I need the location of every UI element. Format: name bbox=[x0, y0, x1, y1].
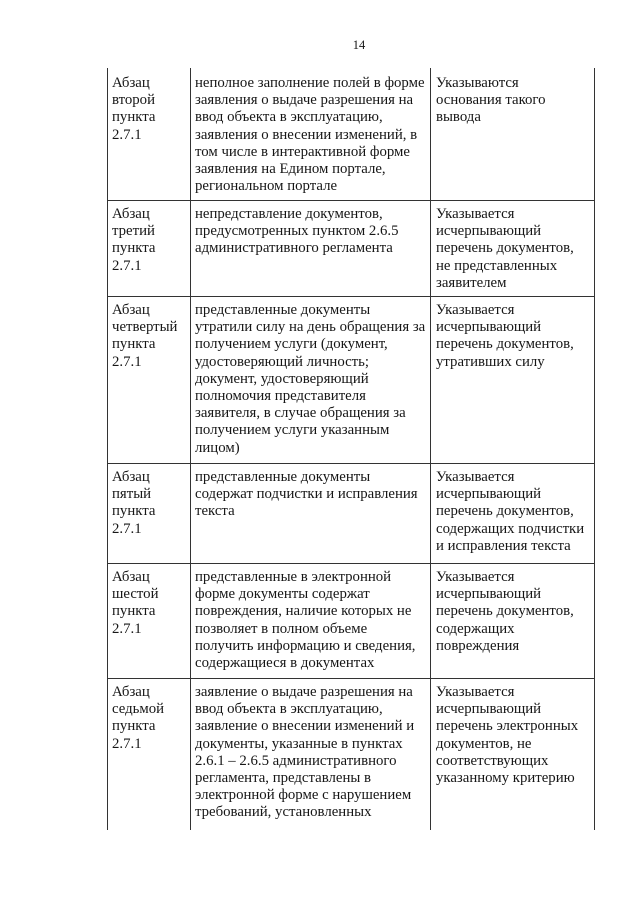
explanation-cell: Указывается исчерпывающий перечень документов, утративших силу bbox=[436, 302, 574, 370]
explanation-cell: Указывается исчерпывающий перечень документов, не представленных заявителем bbox=[436, 206, 574, 291]
clause-reference-cell: Абзац шестой пункта 2.7.1 bbox=[108, 564, 191, 678]
clause-reference-cell: Абзац четвертый пункта 2.7.1 bbox=[108, 297, 191, 463]
explanation-cell: Указывается исчерпывающий перечень документов, содержащих повреждения bbox=[436, 569, 574, 654]
table-row bbox=[107, 678, 595, 830]
clause-reference-cell: Абзац седьмой пункта 2.7.1 bbox=[108, 679, 191, 830]
explanation-cell: Указываются основания такого вывода bbox=[436, 75, 546, 126]
refusal-ground-cell: непредставление документов, предусмотренных пунктом 2.6.5 административного регламента bbox=[191, 201, 431, 296]
document-table bbox=[107, 68, 595, 830]
table-row bbox=[107, 463, 595, 563]
table-row bbox=[107, 563, 595, 678]
refusal-ground-cell: представленные документы содержат подчистки и исправления текста bbox=[191, 464, 431, 563]
table-row bbox=[107, 296, 595, 463]
page-number: 14 bbox=[352, 38, 366, 52]
table-row bbox=[107, 68, 595, 200]
explanation-cell: Указывается исчерпывающий перечень электронных документов, не соответствующих указанному критерию bbox=[436, 684, 579, 787]
refusal-ground-cell: неполное заполнение полей в форме заявления о выдаче разрешения на ввод объекта в эксплуатацию, заявления о внесении изменений, в том числе в интерактивной форме заявления на Едином портале, региональном портале bbox=[191, 68, 431, 200]
table-row bbox=[107, 200, 595, 296]
clause-reference-cell: Абзац второй пункта 2.7.1 bbox=[108, 68, 191, 200]
refusal-ground-cell: представленные в электронной форме документы содержат повреждения, наличие которых не позволяет в полном объеме получить информацию и сведения, содержащиеся в документах bbox=[191, 564, 431, 678]
explanation-cell: Указывается исчерпывающий перечень документов, содержащих подчистки и исправления текста bbox=[436, 469, 585, 554]
clause-reference-cell: Абзац третий пункта 2.7.1 bbox=[108, 201, 191, 296]
clause-reference-cell: Абзац пятый пункта 2.7.1 bbox=[108, 464, 191, 563]
refusal-ground-cell: заявление о выдаче разрешения на ввод объекта в эксплуатацию, заявление о внесении изменений и документы, указанные в пунктах 2.6.1 – 2.6.5 административного регламента, представлены в электронной форме с нарушением требований, установленных bbox=[191, 679, 431, 830]
refusal-ground-cell: представленные документы утратили силу на день обращения за получением услуги (документ, удостоверяющий личность; документ, удостоверяющий полномочия представителя заявителя, в случае обращения за получением услуги указанным лицом) bbox=[191, 297, 431, 463]
